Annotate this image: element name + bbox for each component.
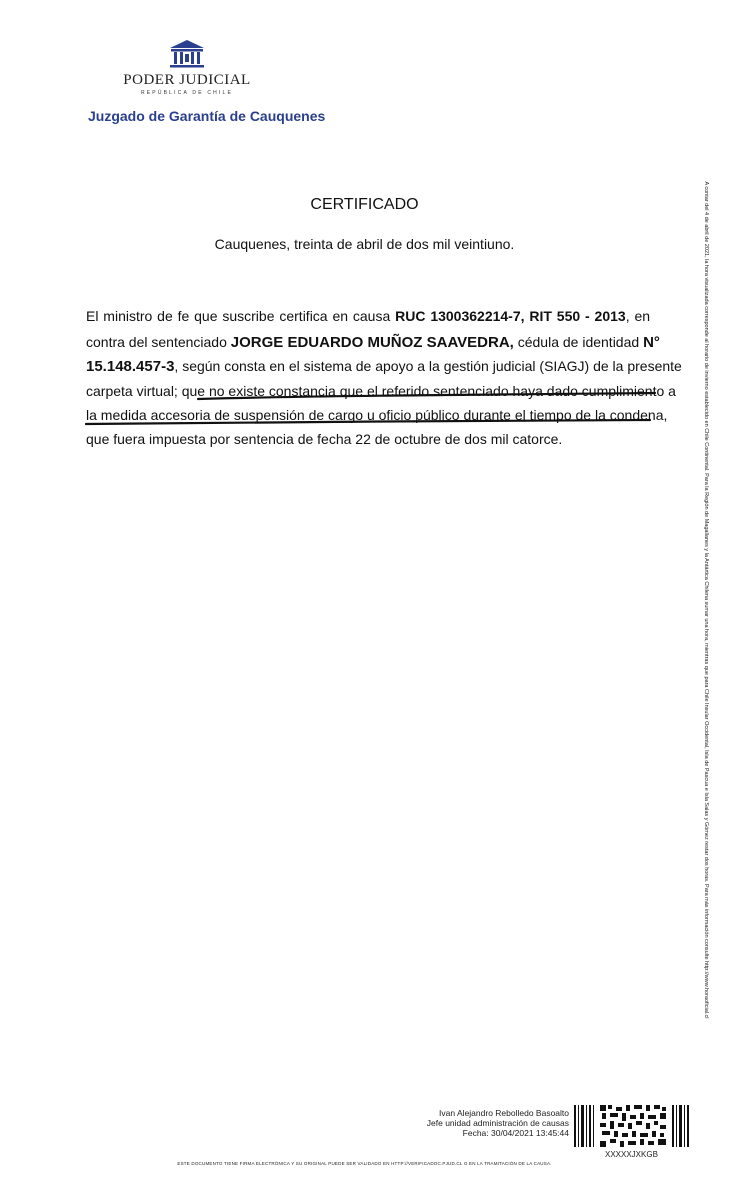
highlighted-text: no existe constancia que el referido sentenciado haya dado cumplimiento a — [208, 383, 676, 399]
qr-matrix — [600, 1105, 666, 1147]
highlighted-text: la medida accesoria de suspensión de cargo u oficio público durante el tiempo de la condena, — [86, 407, 668, 423]
signature-block — [427, 1108, 569, 1138]
body-text: , en — [625, 308, 651, 324]
time-zone-side-note — [700, 150, 712, 1050]
body-text: contra del sentenciado — [86, 334, 227, 350]
barcode-graphic — [574, 1103, 690, 1149]
document-title: CERTIFICADO — [310, 196, 419, 213]
case-number: RUC 1300362214-7, RIT 550 - 2013 — [395, 308, 626, 324]
body-text: El ministro de fe que suscribe certifica en causa — [86, 308, 391, 324]
validation-footer: ESTE DOCUMENTO TIENE FIRMA ELECTRÓNICA Y SU ORIGINAL PUEDE SER VALIDADO EN HTTP://VERIFICADOC.PJUD.CL O EN LA TRAMITACIÓN DE LA CAUSA. — [177, 1161, 552, 1166]
body-text: , según consta en el sistema de apoyo a la gestión judicial (SIAGJ) de la presente — [174, 358, 682, 374]
sentenced-name: JORGE EDUARDO MUÑOZ SAAVEDRA, — [230, 334, 514, 351]
signer-name: Ivan Alejandro Rebolledo Basoalto — [439, 1108, 569, 1118]
court-name: Juzgado de Garantía de Cauquenes — [88, 108, 326, 124]
signer-role: Jefe unidad administración de causas — [426, 1118, 569, 1128]
id-label: N° — [643, 334, 660, 351]
id-number: 15.148.457-3 — [86, 358, 175, 375]
side-note-text: A contar del 4 de abril de 2021, la hora visualizada corresponde al horario de invierno establecido en Chile Continental. Para la Región de Magallanes y la Antártica Chilena sumar una hora, mientras que para Chile Insular Occidental, Isla de Pascua e Isla Salas y Gómez restar dos horas. Para más información consulte http://www.horaoficial.cl — [703, 181, 709, 1019]
body-text: que fuera impuesta por sentencia de fecha 22 de octubre de dos mil catorce. — [86, 431, 563, 447]
underline-mark — [198, 393, 655, 399]
body-text: carpeta virtual; que — [86, 383, 206, 399]
place-date: Cauquenes, treinta de abril de dos mil veintiuno. — [214, 236, 515, 252]
verification-code: XXXXXJXKGB — [605, 1150, 658, 1159]
signature-date: Fecha: 30/04/2021 13:45:44 — [462, 1128, 569, 1138]
barcode-area — [574, 1103, 690, 1154]
body-text: cédula de identidad — [517, 334, 640, 350]
logo-name: PODER JUDICIAL — [123, 72, 251, 88]
logo-subtitle: REPÚBLICA DE CHILE — [140, 90, 234, 96]
underline-mark — [86, 420, 650, 424]
